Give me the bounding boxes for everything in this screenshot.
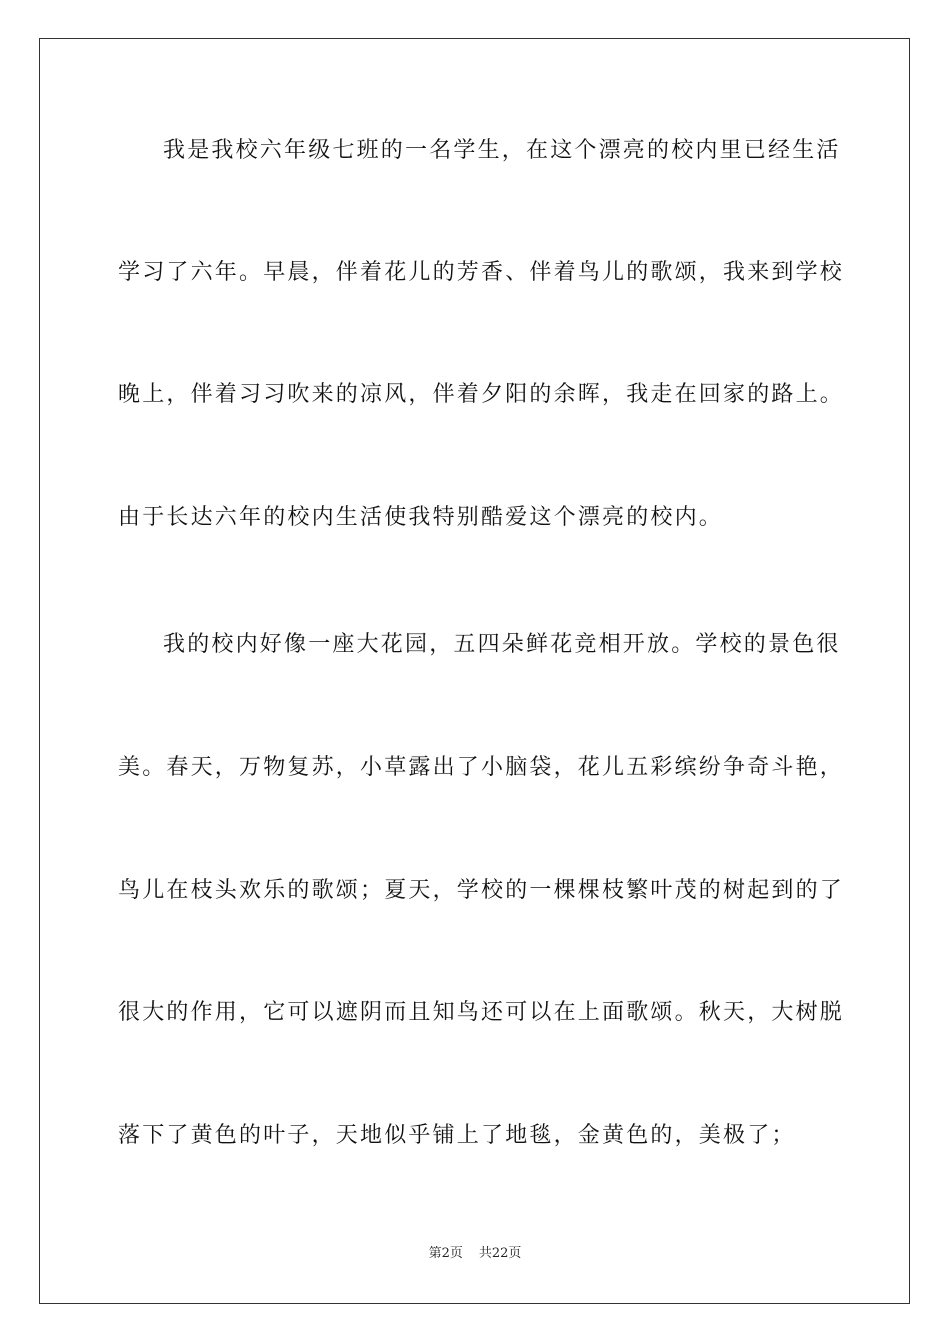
paragraph-line: 由于长达六年的校内生活使我特别酷爱这个漂亮的校内。 — [118, 505, 724, 530]
paragraph-line: 很大的作用，它可以遮阴而且知鸟还可以在上面歌颂。秋天，大树脱 — [118, 1000, 845, 1025]
page-number: 第2页 — [428, 1246, 463, 1261]
page-border — [39, 38, 910, 1304]
paragraph-line: 落下了黄色的叶子，天地似乎铺上了地毯，金黄色的，美极了； — [118, 1123, 796, 1148]
paragraph-line: 我的校内好像一座大花园，五四朵鲜花竞相开放。学校的景色很 — [163, 632, 841, 657]
page-total: 共22页 — [478, 1246, 522, 1261]
paragraph-line: 我是我校六年级七班的一名学生，在这个漂亮的校内里已经生活 — [163, 138, 841, 163]
paragraph-line: 晚上，伴着习习吹来的凉风，伴着夕阳的余晖，我走在回家的路上。 — [118, 382, 845, 407]
paragraph-line: 学习了六年。早晨，伴着花儿的芳香、伴着鸟儿的歌颂，我来到学校 — [118, 260, 845, 285]
paragraph-line: 鸟儿在枝头欢乐的歌颂；夏天，学校的一棵棵枝繁叶茂的树起到的了 — [118, 878, 845, 903]
page-footer — [0, 1246, 950, 1262]
paragraph-line: 美。春天，万物复苏，小草露出了小脑袋，花儿五彩缤纷争奇斗艳， — [118, 755, 845, 780]
